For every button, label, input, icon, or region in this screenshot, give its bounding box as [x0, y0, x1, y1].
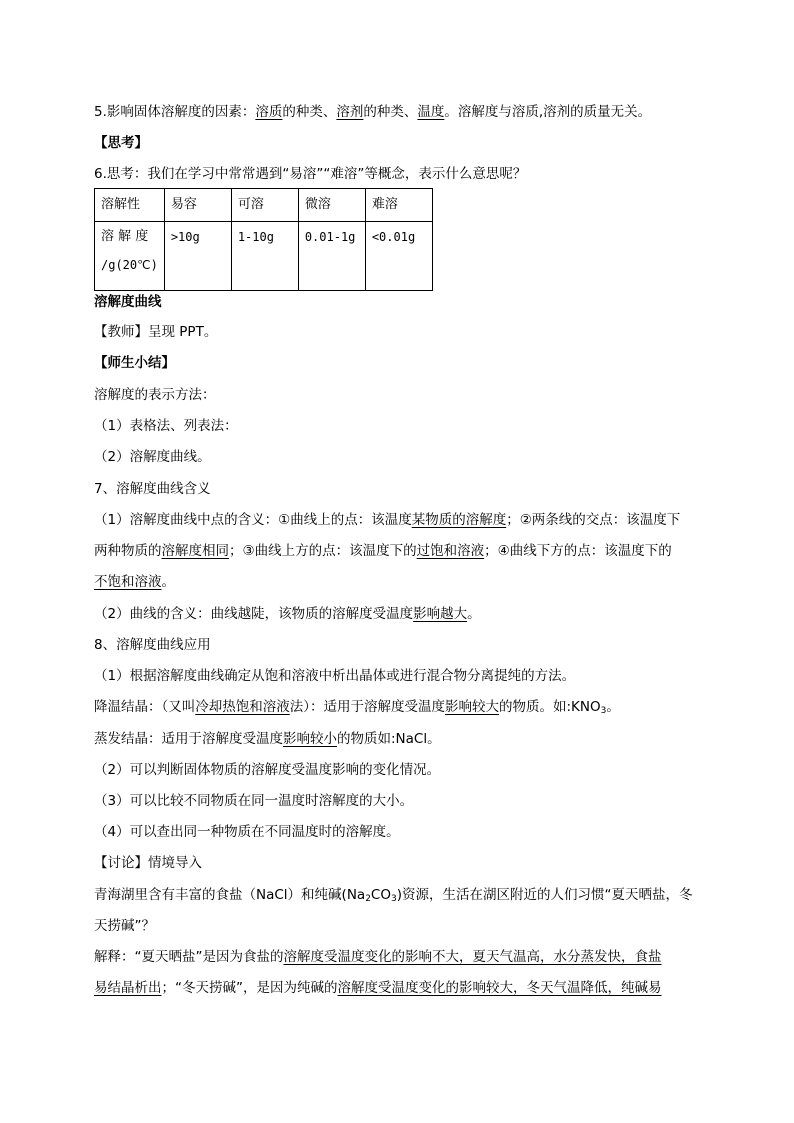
table-header-row	[95, 189, 433, 222]
underlined-answer: 影响较大	[445, 699, 499, 715]
paragraph-8-2: （2）可以判断固体物质的溶解度受温度影响的变化情况。	[94, 762, 441, 778]
underlined-answer: 某物质的溶解度	[411, 512, 507, 528]
text: ；②两条线的交点：该温度下	[506, 512, 681, 528]
text: ；③曲线上方的点：该温度下的	[229, 543, 417, 559]
evaporation-crystallization	[94, 730, 441, 748]
subscript: 2	[365, 894, 371, 904]
text: 降温结晶：（又叫	[94, 699, 196, 715]
answer-line2	[94, 979, 662, 997]
underlined-answer: 不饱和溶液	[94, 574, 162, 590]
paragraph-5	[94, 103, 651, 121]
text: 。	[467, 606, 481, 622]
teacher-line: 【教师】呈现 PPT。	[94, 324, 218, 340]
section-8-title: 8、溶解度曲线应用	[94, 637, 211, 653]
table-header-cell: 易容	[164, 189, 231, 222]
lake-paragraph-line2: 天捞碱”？	[94, 918, 155, 934]
paragraph-7-1-line2	[94, 542, 672, 560]
underlined-answer: 冷却热饱和溶液	[195, 699, 290, 715]
underlined-answer: 溶解度受温度变化的影响不大，夏天气温高，水分蒸发快，食盐	[283, 949, 662, 965]
summary-heading: 【师生小结】	[94, 355, 175, 371]
row-label-line: 溶 解 度	[101, 229, 149, 244]
text: 的物质如:NaCl。	[337, 731, 441, 747]
table-row-label	[95, 222, 165, 291]
curve-heading: 溶解度曲线	[94, 294, 162, 310]
subscript: 3	[600, 706, 607, 716]
underlined-answer: 影响较小	[283, 731, 337, 747]
paragraph-8-1: （1）根据溶解度曲线确定从饱和溶液中析出晶体或进行混合物分离提纯的方法。	[94, 668, 576, 684]
paragraph-7-2	[94, 605, 481, 623]
text: ；④曲线下方的点：该温度下的	[484, 543, 672, 559]
cooling-crystallization	[94, 698, 620, 720]
table-header-cell: 微溶	[298, 189, 365, 222]
text: )资源，生活在湖区附近的人们习惯“夏天晒盐，冬	[396, 887, 693, 903]
table-cell: <0.01g	[365, 222, 432, 291]
text: 5.影响固体溶解度的因素：	[94, 104, 256, 120]
lake-paragraph-line1	[94, 886, 692, 908]
subscript: 3	[390, 894, 397, 904]
text: 。	[606, 699, 620, 715]
row-label-unit: /g(20℃)	[101, 258, 158, 272]
text: 的种类、	[363, 104, 418, 120]
table-cell: 0.01-1g	[298, 222, 365, 291]
table-cell: 1-10g	[231, 222, 298, 291]
underlined-answer: 溶解度受温度变化的影响较大，冬天气温降低，纯碱易	[337, 980, 662, 996]
underlined-answer: 溶质	[255, 104, 283, 120]
underlined-answer: 过饱和溶液	[416, 543, 485, 559]
section-7-title: 7、溶解度曲线含义	[94, 481, 211, 497]
paragraph-8-4: （4）可以查出同一种物质在不同温度时的溶解度。	[94, 824, 400, 840]
underlined-answer: 温度	[417, 104, 445, 120]
underlined-answer: 影响越大	[413, 606, 468, 622]
discussion-heading: 【讨论】情境导入	[94, 855, 202, 871]
text: 解释：“夏天晒盐”是因为食盐的	[94, 949, 284, 965]
text: （1）溶解度曲线中点的含义：①曲线上的点：该温度	[94, 512, 412, 528]
representation-item: （2）溶解度曲线。	[94, 449, 211, 465]
text: 两种物质的	[94, 543, 162, 559]
think-heading: 【思考】	[94, 135, 148, 151]
table-header-cell: 难溶	[365, 189, 432, 222]
paragraph-8-3: （3）可以比较不同物质在同一温度时溶解度的大小。	[94, 793, 414, 809]
table-row	[95, 222, 433, 291]
paragraph-7-1-line1	[94, 511, 680, 529]
text: 的物质。如:KNO	[499, 699, 601, 715]
text: CO	[370, 887, 391, 903]
solubility-table	[94, 188, 433, 291]
text: 青海湖里含有丰富的食盐（NaCl）和纯碱(Na	[94, 887, 366, 903]
text: 蒸发结晶：适用于溶解度受温度	[94, 731, 283, 747]
underlined-answer: 溶剂	[336, 104, 364, 120]
table-header-cell: 可溶	[231, 189, 298, 222]
paragraph-7-1-line3	[94, 573, 175, 591]
text: 。溶解度与溶质,溶剂的质量无关。	[444, 104, 652, 120]
text: 。	[161, 574, 175, 590]
answer-line1	[94, 948, 662, 966]
text: 的种类、	[282, 104, 337, 120]
text: ；“冬天捞碱”，是因为纯碱的	[161, 980, 338, 996]
text: （2）曲线的含义：曲线越陡，该物质的溶解度受温度	[94, 606, 414, 622]
text: 法）：适用于溶解度受温度	[289, 699, 445, 715]
representation-title: 溶解度的表示方法：	[94, 387, 216, 403]
underlined-answer: 溶解度相同	[161, 543, 229, 559]
table-header-cell: 溶解性	[95, 189, 165, 222]
table-cell: >10g	[164, 222, 231, 291]
question-6: 6.思考：我们在学习中常常遇到“易溶”“难溶”等概念，表示什么意思呢？	[94, 166, 527, 182]
underlined-answer: 易结晶析出	[94, 980, 162, 996]
representation-item: （1）表格法、列表法：	[94, 418, 238, 434]
